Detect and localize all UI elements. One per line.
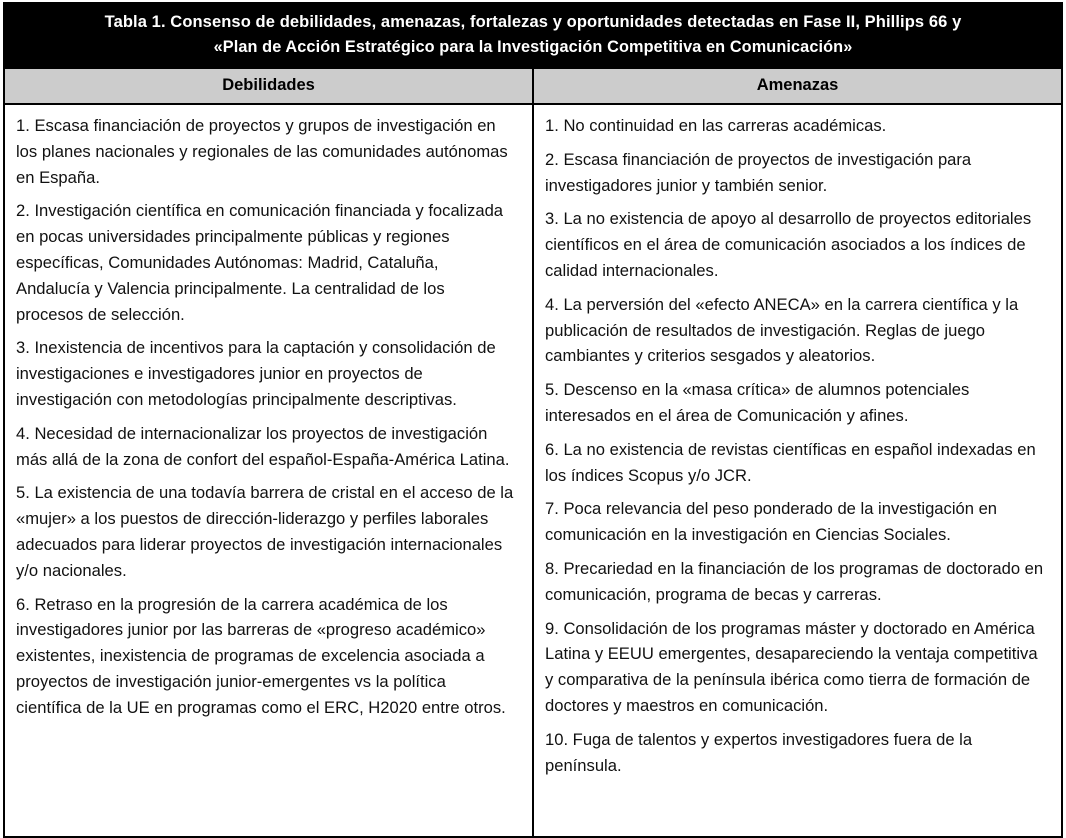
table-title-row — [4, 3, 1062, 68]
cell-amenazas — [533, 104, 1062, 837]
list-item: 6. La no existencia de revistas científicas en español indexadas en los índices Scopus y/o JCR. — [545, 439, 1036, 485]
column-header-debilidades: Debilidades — [4, 68, 533, 104]
list-item: 3. La no existencia de apoyo al desarrollo de proyectos editoriales científicos en el área de comunicación asociados a los índices de calidad internacionales. — [545, 209, 1032, 280]
cell-debilidades — [4, 104, 533, 837]
list-item: 4. Necesidad de internacionalizar los proyectos de investigación más allá de la zona de confort del español-España-América Latina. — [16, 423, 510, 469]
list-item: 5. La existencia de una todavía barrera de cristal en el acceso de la «mujer» a los puestos de dirección-liderazgo y perfiles laborales adecuados para liderar proyectos de investigación internacionales y/o nacionales. — [16, 483, 514, 580]
list-item: 2. Escasa financiación de proyectos de investigación para investigadores junior y también senior. — [545, 149, 972, 195]
column-header-row — [4, 68, 1062, 104]
list-item: 1. Escasa financiación de proyectos y grupos de investigación en los planes nacionales y regionales de las comunidades autónomas en España. — [16, 116, 508, 187]
table-body-row — [4, 104, 1062, 837]
swot-table — [3, 2, 1063, 838]
list-item: 9. Consolidación de los programas máster y doctorado en América Latina y EEUU emergentes, desapareciendo la ventaja competitiva y comparativa de la península ibérica como tierra de formación de doctores y maestros en comunicación. — [545, 618, 1038, 715]
table-title-line-1: Tabla 1. Consenso de debilidades, amenazas, fortalezas y oportunidades detectadas en Fase II, Phillips 66 y — [104, 13, 962, 31]
table-title-line-2: «Plan de Acción Estratégico para la Investigación Competitiva en Comunicación» — [213, 38, 853, 56]
list-item: 10. Fuga de talentos y expertos investigadores fuera de la península. — [545, 729, 973, 775]
list-item: 2. Investigación científica en comunicación financiada y focalizada en pocas universidades principalmente públicas y regiones específicas, Comunidades Autónomas: Madrid, Cataluña, Andalucía y Valencia principalmente. La centralidad de los procesos de selección. — [16, 201, 504, 324]
list-item: 7. Poca relevancia del peso ponderado de la investigación en comunicación en la investigación en Ciencias Sociales. — [545, 499, 998, 545]
list-item: 5. Descenso en la «masa crítica» de alumnos potenciales interesados en el área de Comunicación y afines. — [545, 380, 970, 425]
list-item: 1. No continuidad en las carreras académicas. — [545, 116, 887, 135]
list-item: 4. La perversión del «efecto ANECA» en la carrera científica y la publicación de resultados de investigación. Reglas de juego cambiantes y criterios sesgados y aleatorios. — [545, 294, 1019, 366]
column-header-amenazas: Amenazas — [533, 68, 1062, 104]
list-item: 8. Precariedad en la financiación de los programas de doctorado en comunicación, programa de becas y carreras. — [545, 558, 1044, 604]
list-item: 3. Inexistencia de incentivos para la captación y consolidación de investigaciones e investigadores junior en proyectos de investigación con metodologías principalmente descriptivas. — [16, 338, 496, 409]
list-item: 6. Retraso en la progresión de la carrera académica de los investigadores junior por las barreras de «progreso académico» existentes, inexistencia de programas de excelencia asociada a proyectos de investigación junior-emergentes vs la política científica de la UE en programas como el ERC, H2020 entre otros. — [16, 594, 506, 717]
table-title — [4, 3, 1062, 68]
